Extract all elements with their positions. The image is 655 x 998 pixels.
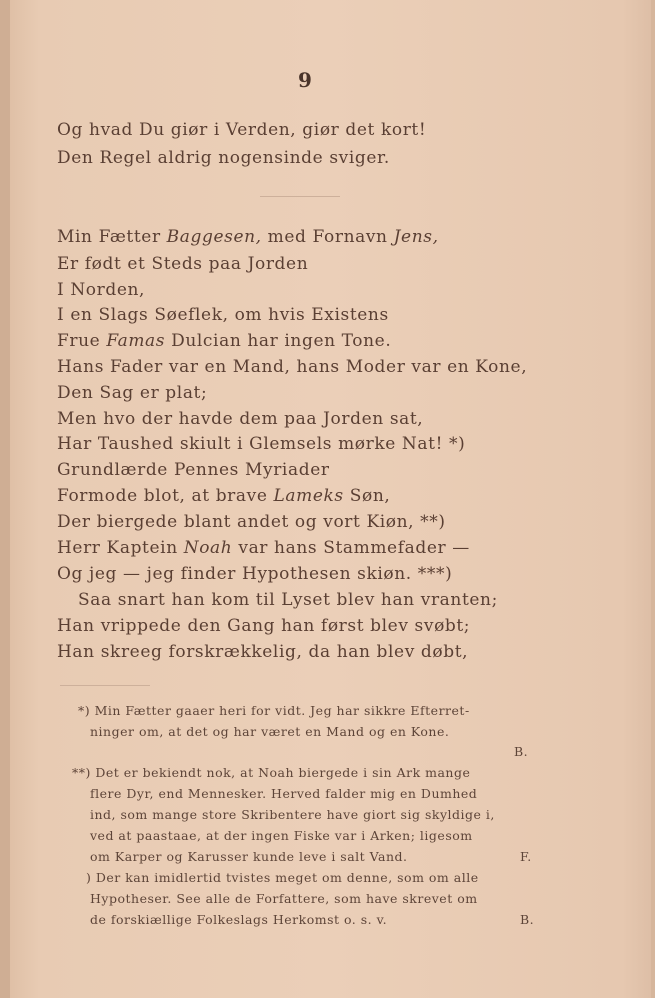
footnote-divider <box>60 685 150 686</box>
page-number: 9 <box>298 68 312 92</box>
footnote-3-line-3: de forskiællige Folkeslags Herkomst o. s. v. <box>90 912 388 927</box>
poem-line-17: Han skreeg forskrækkelig, da han blev døbt, <box>57 642 469 662</box>
intro-line-2: Den Regel aldrig nogensinde sviger. <box>57 148 390 168</box>
poem-line-15: Saa snart han kom til Lyset blev han vranten; <box>78 590 498 610</box>
footnote-2-signature: F. <box>520 849 532 864</box>
poem-line-11: Formode blot, at brave Lameks Søn, <box>57 486 391 506</box>
footnote-1-line-1: *) Min Fætter gaaer heri for vidt. Jeg har sikkre Efterret- <box>78 703 470 718</box>
poem-line-4: I en Slags Søeflek, om hvis Existens <box>57 305 389 325</box>
poem-line-5: Frue Famas Dulcian har ingen Tone. <box>57 331 392 351</box>
footnote-2-line-4: ved at paastaae, at der ingen Fiske var i Arken; ligesom <box>90 828 473 843</box>
poem-line-12: Der biergede blant andet og vort Kiøn, **) <box>57 512 446 532</box>
footnote-2-line-2: flere Dyr, end Mennesker. Herved falder mig en Dumhed <box>90 786 478 801</box>
footnote-1-line-2: ninger om, at det og har været en Mand og en Kone. <box>90 724 450 739</box>
poem-line-6: Hans Fader var en Mand, hans Moder var en Kone, <box>57 357 528 377</box>
poem-line-2: Er født et Steds paa Jorden <box>57 254 309 274</box>
poem-line-7: Den Sag er plat; <box>57 383 208 403</box>
footnote-3-signature: B. <box>520 912 535 927</box>
footnote-1-signature: B. <box>514 744 529 759</box>
footnote-3-line-2: Hypotheser. See alle de Forfattere, som have skrevet om <box>90 891 478 906</box>
page-left-edge <box>0 0 10 998</box>
poem-line-3: I Norden, <box>57 280 146 300</box>
footnote-3-line-1: ) Der kan imidlertid tvistes meget om denne, som om alle <box>86 870 479 885</box>
section-divider <box>260 196 340 197</box>
poem-line-1: Min Fætter Baggesen, med Fornavn Jens, <box>57 227 439 247</box>
footnote-2-line-5: om Karper og Karusser kunde leve i salt Vand. <box>90 849 408 864</box>
footnote-2-line-3: ind, som mange store Skribentere have giort sig skyldige i, <box>90 807 495 822</box>
poem-line-13: Herr Kaptein Noah var hans Stammefader — <box>57 538 470 558</box>
poem-line-10: Grundlærde Pennes Myriader <box>57 460 330 480</box>
poem-line-16: Han vrippede den Gang han først blev svøbt; <box>57 616 471 636</box>
page-right-edge <box>651 0 655 998</box>
footnote-2-line-1: **) Det er bekiendt nok, at Noah biergede i sin Ark mange <box>72 765 471 780</box>
intro-line-1: Og hvad Du giør i Verden, giør det kort! <box>57 120 427 140</box>
poem-line-8: Men hvo der havde dem paa Jorden sat, <box>57 409 424 429</box>
poem-line-9: Har Taushed skiult i Glemsels mørke Nat! *) <box>57 434 466 454</box>
poem-line-14: Og jeg — jeg finder Hypothesen skiøn. ***) <box>57 564 453 584</box>
